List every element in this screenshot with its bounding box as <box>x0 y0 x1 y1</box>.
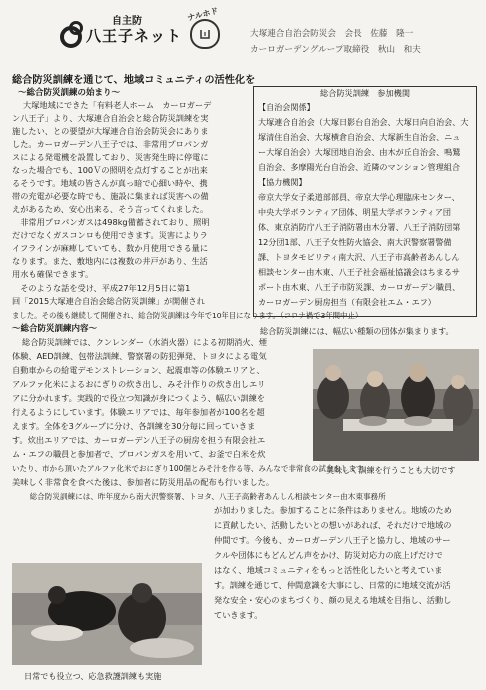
logo <box>60 6 225 51</box>
logo-ring-icon <box>60 26 82 48</box>
body-line: なった場合でも、100Ｖの照明を点灯することが出来 <box>12 165 208 175</box>
box-line: 中央大学ボランティア団体、明星大学ボランティア団 <box>258 207 451 217</box>
cooking-photo-caption: 美味しく訓練を行うことも大切です <box>326 465 456 475</box>
section-heading-origin: ～総合防災訓練の始まり～ <box>18 88 121 98</box>
box-line: ポート由木東、八王子市防災課、カーロガーデン職員、 <box>258 282 461 292</box>
box-line: 大塚連合自治会（大塚日影台自治会、大塚日向自治会、大 <box>258 117 469 127</box>
body-line: アルファ化米によるおにぎりの炊き出し、みそ汁作りの炊き出しエリ <box>12 379 266 389</box>
body-line: 仲間です。今後も、カーロガーデン八王子と協力し、地域のサー <box>214 535 451 545</box>
box-line: ー大塚自治会）大塚団地自治会、由木が丘自治会、鳴鷲 <box>258 147 461 157</box>
box-line: 塚清住自治会、大塚横倉自治会、大塚新生自治会、ニュ <box>258 132 461 142</box>
box-line: 課、トヨタモビリティ南大沢、八王子市高齢者あんしん <box>258 252 460 262</box>
body-line: えます。全体を3グループに分け、各訓練を30分毎に回っていきま <box>12 421 256 431</box>
box-line: カーロガーデン厨房担当（有限会社エム・エフ） <box>258 297 436 307</box>
logo-bulb-icon <box>190 19 220 49</box>
logo-mark-text: ナルホド <box>186 6 220 23</box>
box-line: 帝京大学女子柔道部部員、帝京大学心理臨床センター、 <box>258 192 460 202</box>
first-aid-photo-image <box>12 563 202 665</box>
box-line: 相談センター由木東、八王子社会福祉協議会はちまるサ <box>258 267 461 277</box>
body-line: が加わりました。参加することに条件はありません。地域のため <box>214 505 452 515</box>
body-line: 帯の充電が必要な時でも、施設に集まれば災害への備 <box>12 191 209 201</box>
participants-box-title: 総合防災訓練 参加機関 <box>319 88 411 98</box>
body-line: 発な安全・安心のまちづくり、顔の見える地域を目指し、活動し <box>214 595 452 605</box>
body-line: 用水も確保できます。 <box>12 269 94 279</box>
body-line: 総合防災訓練には、昨年度から南大沢警察署、トヨタ、八王子高齢者あんしん相談センター由木東事務所 <box>22 492 386 501</box>
body-line: なります。また、敷地内には複数の井戸があり、生活 <box>12 256 208 266</box>
body-line: す。訓練を通じて、仲間意識を大事にし、日常的に地域交流が活 <box>214 580 451 590</box>
body-line: だけでなくガスコンロも使用できます。災害によりラ <box>12 230 208 240</box>
body-line: に貢献したい、活動したいとの想いがあれば、それだけで地域の <box>214 520 452 530</box>
body-line: 美味しく非常食を食べた後は、参加者に防災用品の配布も行いました。 <box>12 477 275 487</box>
logo-main-text: 八王子ネット <box>86 27 183 45</box>
first-aid-photo-caption: 日常でも役立つ、応急救護訓練も実施 <box>24 671 162 681</box>
body-line: 体験、AED訓練、包帯法訓練、警察署の防犯弾発、トヨタによる電気 <box>12 351 267 361</box>
logo-top-text: 自主防 <box>112 16 142 27</box>
body-line: 自動車からの給電デモンストレーション、起震車等の体験エリアと、 <box>12 365 265 375</box>
box-line: 【自治会関係】 <box>258 102 315 112</box>
body-line: るそうです。地域の皆さんが真っ暗で心細い時や、携 <box>12 178 208 188</box>
body-line: ていきます。 <box>214 610 263 620</box>
body-line: クルや団体にもどんどん声をかけ、防災対応力の底上げだけで <box>214 550 443 560</box>
first-aid-photo <box>12 563 202 665</box>
body-line: ン八王子」より、大塚連合自治会と総合防災訓練を実 <box>12 113 209 123</box>
body-line: はなく、地域コミュニティをもっと活性化したいと考えていま <box>214 565 443 575</box>
body-line: そのような話を受け、平成27年12月5日に第1 <box>12 283 191 293</box>
body-line: 行えるようにしています。体験エリアでは、毎年参加者が100名を超 <box>12 407 265 417</box>
body-line: ました。その後も継続して開催され、総合防災訓練は今年で10年目になります。（コロナ禍で3年間中止） <box>12 311 363 320</box>
body-line: す。炊出エリアでは、カーロガーデン八王子の厨房を担う有限会社エ <box>12 435 266 445</box>
body-line: 総合防災訓練では、クンレンダー（水消火器）による初期消火、煙 <box>22 337 267 347</box>
bulb-icon <box>192 21 218 47</box>
body-line: 大塚地域にできた「有料老人ホーム カーロガーデ <box>23 100 212 110</box>
body-line: 非常用プロパンガスは498kg備蓄されており、照明 <box>12 217 210 227</box>
body-line: イフラインが麻痺していても、数か月使用できる量に <box>12 243 209 253</box>
header-author-line-1: 大塚連合自治会防災会 会長 佐藤 隆一 <box>250 29 414 39</box>
body-line: アに分かれます。実践的で役立つ知識が身につくよう、幅広い訓練を <box>12 393 265 403</box>
box-line: 12分団1部、八王子女性防火協会、南大沢警察署警備 <box>258 237 452 247</box>
box-line: 【協力機関】 <box>258 177 307 187</box>
participants-box <box>253 86 477 317</box>
body-line: 回「2015大塚連合自治会総合防災訓練」が開催され <box>12 296 205 306</box>
body-line: スによる発電機を設置しており、災害発生時に停電に <box>12 152 209 162</box>
header-author-line-2: カーロガーデングループ取締役 秋山 和夫 <box>250 45 421 55</box>
body-line: いたり、市から頂いたアルファ化米でおにぎり100個とみそ汁を作る等、みんなで非常食の試食をします。 <box>12 464 371 473</box>
cooking-photo <box>313 349 479 461</box>
body-line: した。カーロガーデン八王子では、非常用プロパンガ <box>12 139 209 149</box>
body-line: ム・エフの職員と参加者で、プロパンガスを用いて、お釜で白米を炊 <box>12 449 266 459</box>
article-title: 総合防災訓練を通じて、地域コミュニティの活性化を <box>12 75 256 86</box>
body-line: 施したい、との要望が大塚連合自治会防災会にありま <box>12 126 209 136</box>
box-line: 体、東京消防庁八王子消防署由木分署、八王子消防団第 <box>258 222 461 232</box>
participants-note: 総合防災訓練には、幅広い種類の団体が集まります。 <box>260 326 454 336</box>
box-line: 自治会、多摩陽光台自治会、近隣のマンション管理組合 <box>258 162 460 172</box>
cooking-photo-image <box>313 349 479 461</box>
body-line: えがあるため、安心出来る、そう言ってくれました。 <box>12 204 209 214</box>
section-heading-content: ～総合防災訓練内容～ <box>12 324 98 334</box>
